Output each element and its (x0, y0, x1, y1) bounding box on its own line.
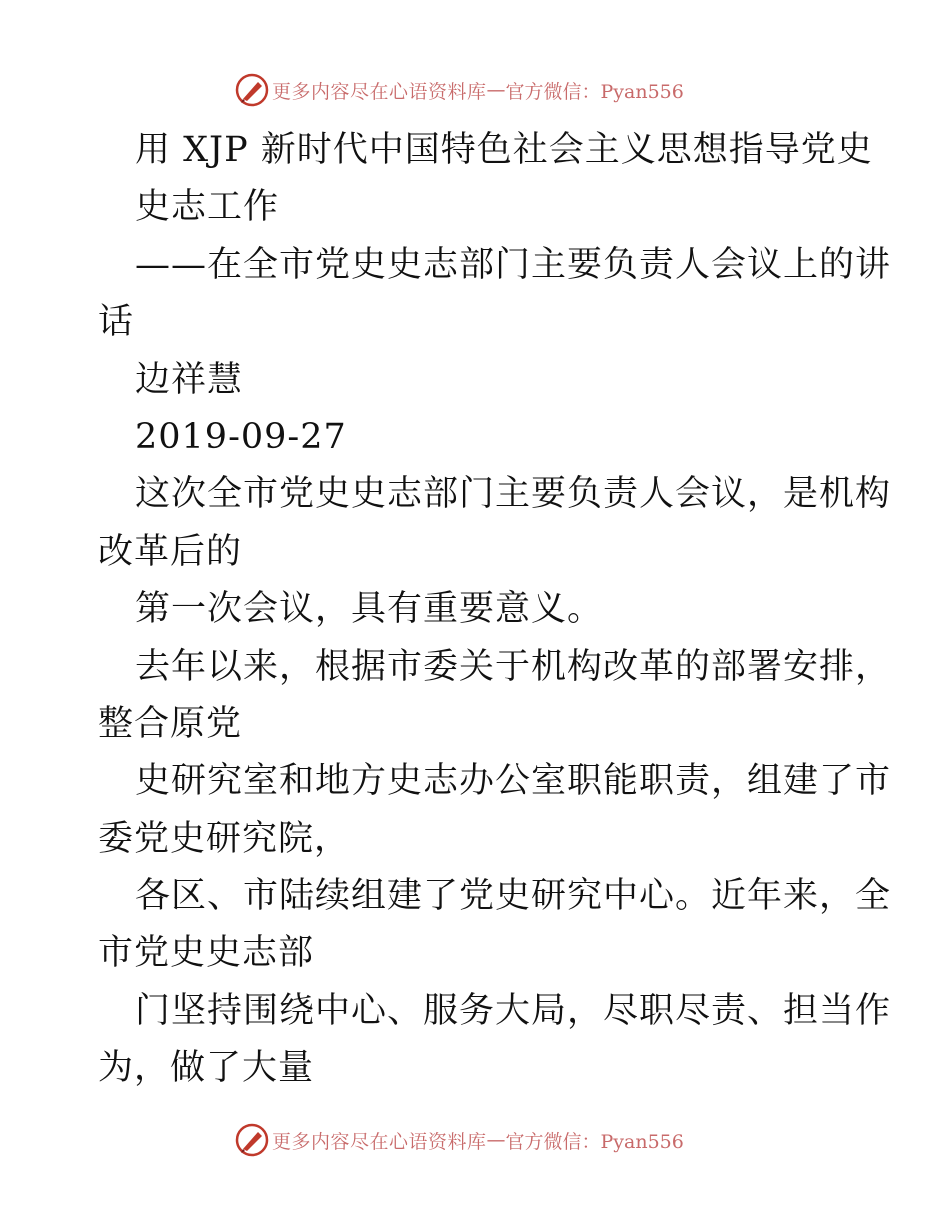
watermark-separator: — (486, 79, 506, 101)
watermark-official: 官方微信：Pyan556 (505, 1130, 684, 1153)
title-line-2: 史志工作 (135, 187, 280, 228)
paragraph-line: 各区、市陆续组建了党史研究中心。近年来，全 (135, 876, 892, 917)
pen-logo-icon (234, 1122, 270, 1158)
watermark-official: 官方微信：Pyan556 (505, 80, 684, 103)
subtitle-line-2: 话 (98, 302, 135, 343)
document-body (98, 122, 892, 1098)
date: 2019-09-27 (135, 416, 347, 457)
paragraph-line: 市党史史志部 (98, 933, 315, 974)
title-line-1: 用 XJP 新时代中国特色社会主义思想指导党史 (135, 130, 873, 170)
watermark-header (234, 72, 684, 108)
paragraph-line: 这次全市党史史志部门主要负责人会议，是机构 (135, 474, 892, 515)
paragraph-line: 去年以来，根据市委关于机构改革的部署安排， (135, 646, 892, 687)
watermark-separator: — (486, 1129, 506, 1151)
watermark-footer (234, 1122, 684, 1158)
paragraph-line: 整合原党 (98, 703, 243, 744)
watermark-text: 更多内容尽在心语资料库 (272, 1130, 487, 1153)
paragraph-line: 门坚持围绕中心、服务大局，尽职尽责、担当作 (135, 990, 892, 1031)
paragraph-line: 史研究室和地方史志办公室职能职责，组建了市 (135, 761, 892, 802)
watermark-text: 更多内容尽在心语资料库 (272, 80, 487, 103)
paragraph-line: 委党史研究院， (98, 818, 351, 859)
paragraph-line: 为，做了大量 (98, 1048, 315, 1089)
paragraph-line: 第一次会议，具有重要意义。 (135, 589, 604, 630)
subtitle-line-1: ——在全市党史史志部门主要负责人会议上的讲 (135, 244, 892, 285)
pen-logo-icon (234, 72, 270, 108)
author: 边祥慧 (135, 359, 244, 400)
paragraph-line: 改革后的 (98, 531, 243, 572)
